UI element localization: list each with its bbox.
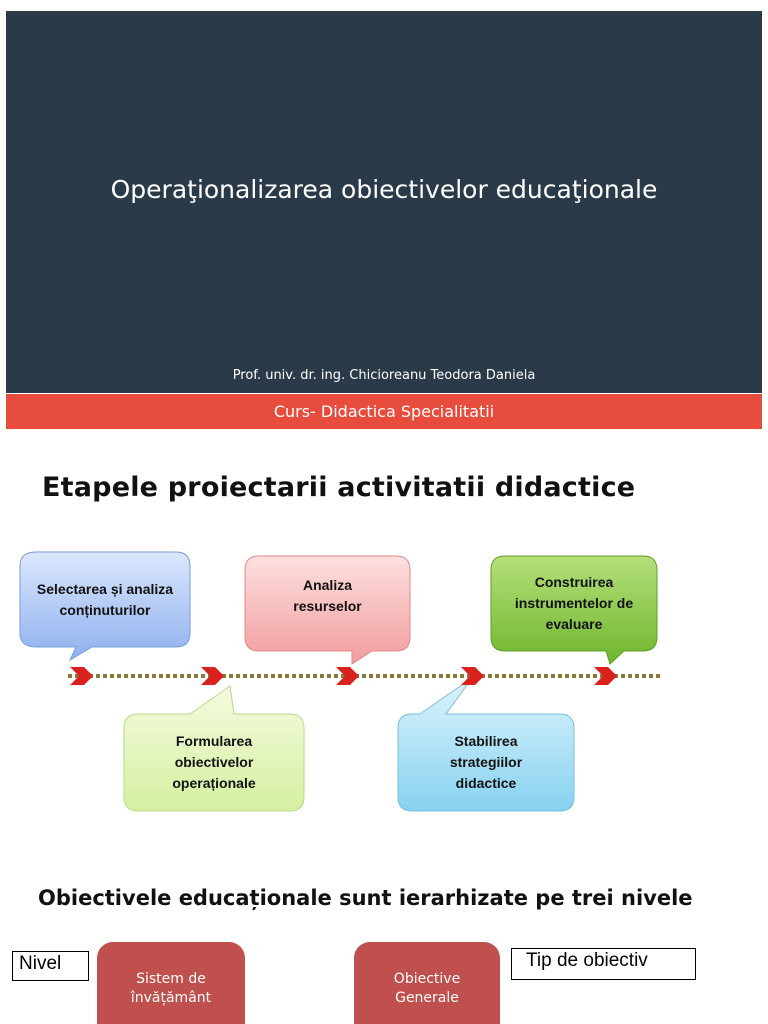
title-slide [6, 11, 762, 429]
stages-heading: Etapele proiectarii activitatii didactice [42, 472, 636, 503]
chevron-marker-1 [70, 667, 93, 685]
course-name: Curs- Didactica Specialitatii [273, 402, 495, 421]
chevron-marker-4 [461, 667, 484, 685]
slide-author: Prof. univ. dr. ing. Chicioreanu Teodora Daniela [232, 368, 536, 383]
stage-label: Formularea obiectivelor operaționale [172, 733, 256, 791]
slide-title: Operaţionalizarea obiectivelor educaţionale [110, 175, 658, 204]
objective-type-label: Tip de obiectiv [511, 948, 696, 980]
system-box: Sistem de învățământ [97, 942, 245, 1024]
stage-stabilirea [398, 714, 574, 811]
stage-construirea [491, 556, 657, 651]
stage-label: Construirea instrumentelor de evaluare [514, 574, 634, 632]
stage-selectarea [20, 552, 190, 647]
stage-label: Analiza resurselor [293, 577, 362, 614]
levels-heading: Obiectivele educaționale sunt ierarhizate pe trei nivele [38, 886, 693, 910]
stage-analiza [245, 556, 410, 636]
stage-formularea [124, 714, 304, 811]
stage-label: Stabilirea strategiilor didactice [449, 733, 523, 791]
general-objectives-box: Obiective Generale [354, 942, 500, 1024]
chevron-marker-3 [336, 667, 359, 685]
stage-label: Selectarea și analiza conținuturilor [36, 580, 174, 618]
chevron-marker-5 [594, 667, 617, 685]
level-label: Nivel [12, 951, 89, 981]
